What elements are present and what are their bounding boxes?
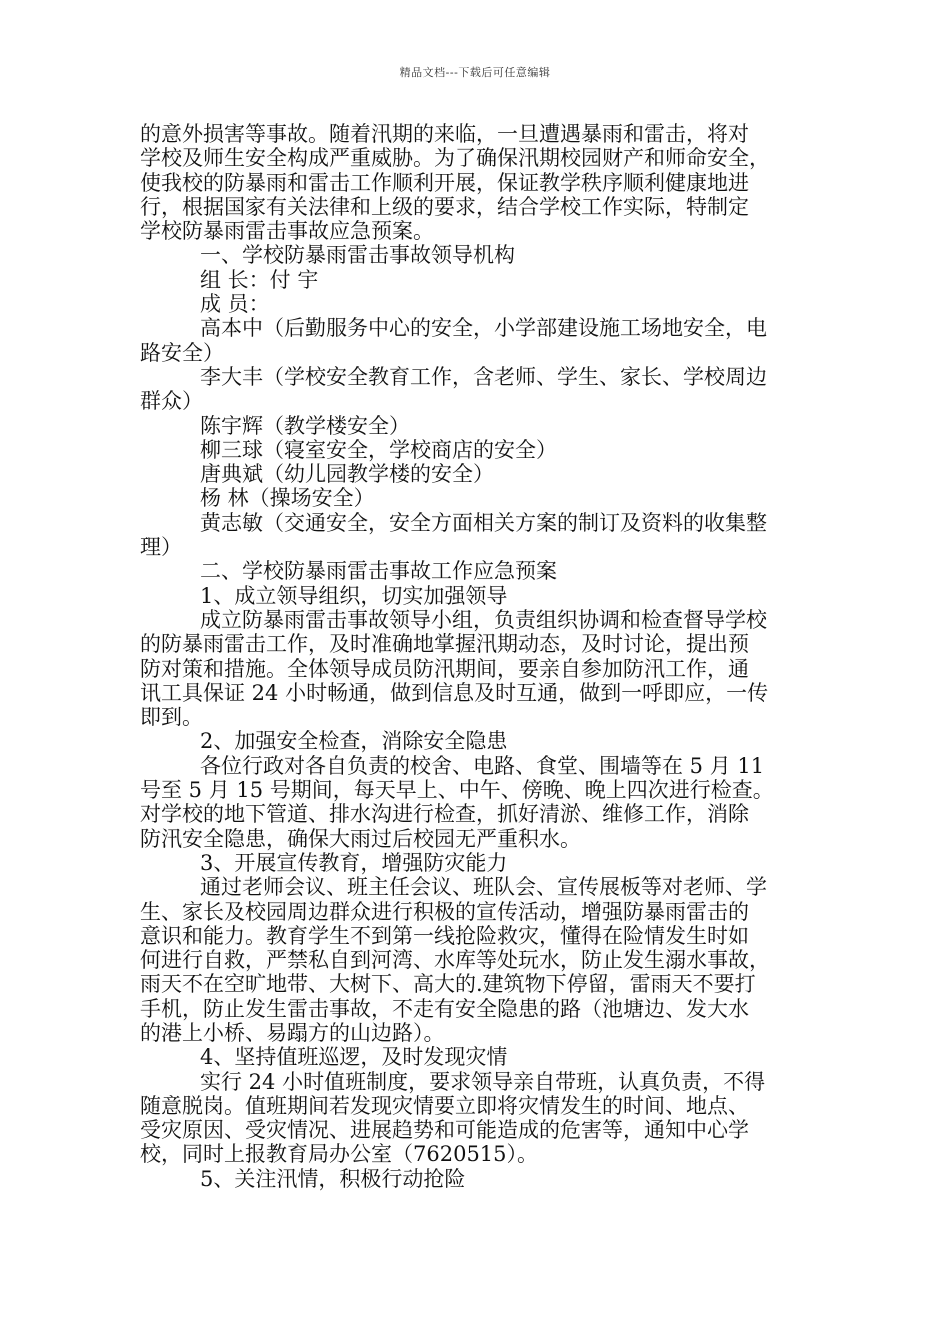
text-line: 高本中（后勤服务中心的安全，小学部建设施工场地安全，电	[200, 316, 767, 341]
text-line: 何进行自救，严禁私自到河湾、水库等处玩水，防止发生溺水事故，	[140, 948, 770, 973]
text-line: 成 员：	[200, 292, 270, 317]
text-line: 二、学校防暴雨雷击事故工作应急预案	[200, 559, 557, 584]
text-line: 的港上小桥、易蹋方的山边路）。	[140, 1020, 445, 1045]
text-line: 手机，防止发生雷击事故，不走有安全隐患的路（池塘边、发大水	[140, 996, 749, 1021]
text-line: 5、关注汛情，积极行动抢险	[200, 1166, 466, 1191]
text-line: 一、学校防暴雨雷击事故领导机构	[200, 243, 515, 268]
text-line: 对学校的地下管道、排水沟进行检查，抓好清淤、维修工作，消除	[140, 802, 749, 827]
text-line: 唐典斌（幼儿园教学楼的安全）	[200, 462, 494, 487]
text-line: 即到。	[140, 705, 203, 730]
document-body	[140, 122, 810, 1191]
text-line: 防对策和措施。全体领导成员防汛期间，要亲自参加防汛工作，通	[140, 656, 749, 681]
text-line: 讯工具保证 24 小时畅通，做到信息及时互通，做到一呼即应，一传	[140, 680, 769, 705]
text-line: 使我校的防暴雨和雷击工作顺利开展，保证教学秩序顺利健康地进	[140, 170, 749, 195]
text-line: 号至 5 月 15 号期间，每天早上、中午、傍晚、晚上四次进行检查。	[140, 778, 774, 803]
text-line: 学校防暴雨雷击事故应急预案。	[140, 219, 434, 244]
text-line: 通过老师会议、班主任会议、班队会、宣传展板等对老师、学	[200, 875, 767, 900]
text-line: 的防暴雨雷击工作，及时准确地掌握汛期动态，及时讨论，提出预	[140, 632, 749, 657]
text-line: 柳三球（寝室安全，学校商店的安全）	[200, 437, 557, 462]
text-line: 各位行政对各自负责的校舍、电路、食堂、围墙等在 5 月 11	[200, 753, 765, 778]
text-line: 1、成立领导组织，切实加强领导	[200, 583, 508, 608]
text-line: 组 长：付 宇	[200, 267, 319, 292]
text-line: 李大丰（学校安全教育工作，含老师、学生、家长、学校周边	[200, 364, 767, 389]
text-line: 防汛安全隐患，确保大雨过后校园无严重积水。	[140, 826, 581, 851]
text-line: 成立防暴雨雷击事故领导小组，负责组织协调和检查督导学校	[200, 607, 767, 632]
text-line: 陈宇辉（教学楼安全）	[200, 413, 410, 438]
text-line: 黄志敏（交通安全，安全方面相关方案的制订及资料的收集整	[200, 510, 767, 535]
text-line: 3、开展宣传教育，增强防灾能力	[200, 850, 508, 875]
text-line: 2、加强安全检查，消除安全隐患	[200, 729, 508, 754]
text-line: 实行 24 小时值班制度，要求领导亲自带班，认真负责，不得	[200, 1069, 766, 1094]
text-line: 雨天不在空旷地带、大树下、高大的.建筑物下停留，雷雨天不要打	[140, 972, 756, 997]
text-line: 路安全）	[140, 340, 224, 365]
text-line: 群众）	[140, 389, 203, 414]
text-line: 校，同时上报教育局办公室（7620515）。	[140, 1142, 539, 1167]
text-line: 杨 林（操场安全）	[200, 486, 375, 511]
text-line: 受灾原因、受灾情况、进展趋势和可能造成的危害等，通知中心学	[140, 1118, 749, 1143]
text-line: 生、家长及校园周边群众进行积极的宣传活动，增强防暴雨雷击的	[140, 899, 749, 924]
page-header: 精品文档---下载后可任意编辑	[399, 66, 551, 79]
text-line: 学校及师生安全构成严重威胁。为了确保汛期校园财产和师命安全，	[140, 146, 770, 171]
text-line: 随意脱岗。值班期间若发现灾情要立即将灾情发生的时间、地点、	[140, 1093, 749, 1118]
text-line: 行，根据国家有关法律和上级的要求，结合学校工作实际，特制定	[140, 194, 749, 219]
text-line: 的意外损害等事故。随着汛期的来临，一旦遭遇暴雨和雷击，将对	[140, 122, 749, 146]
text-line: 4、坚持值班巡逻，及时发现灾情	[200, 1045, 508, 1070]
text-line: 意识和能力。教育学生不到第一线抢险救灾，懂得在险情发生时如	[140, 923, 749, 948]
text-line: 理）	[140, 535, 182, 560]
